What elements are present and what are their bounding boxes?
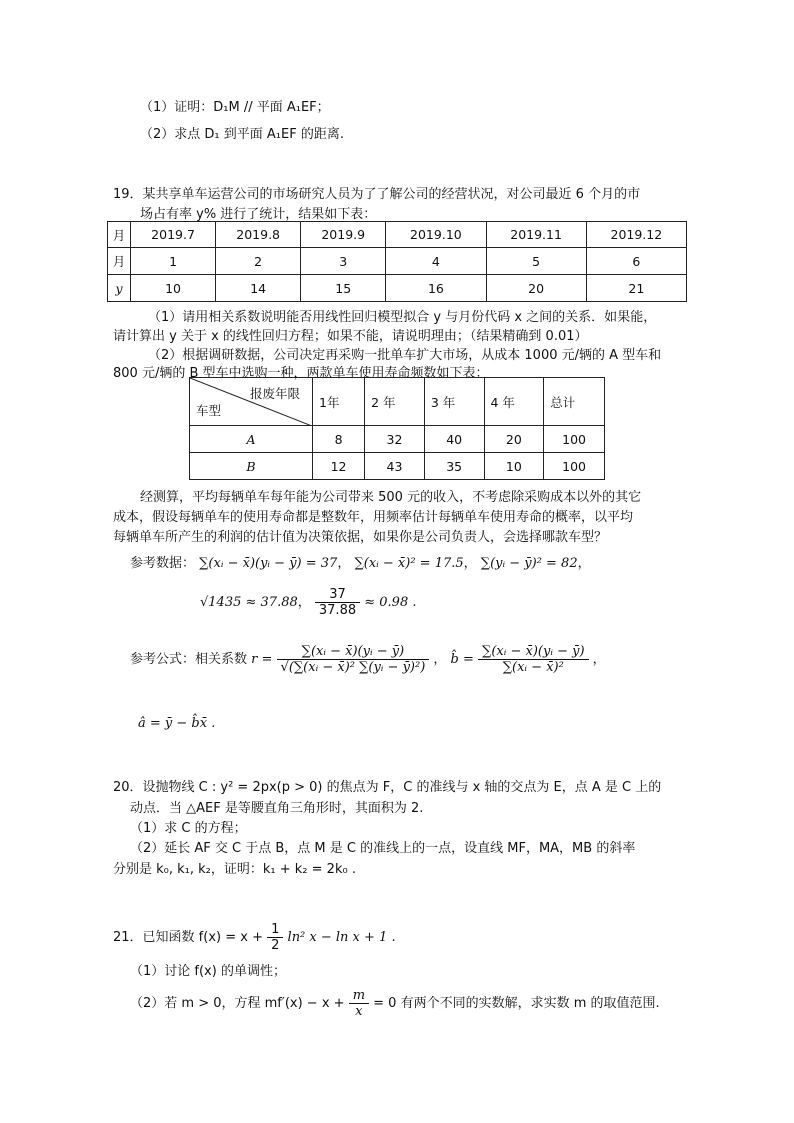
ref-formula-row: 参考公式：相关系数 r = $\frac{\text{∑(xᵢ − x̄)(yᵢ − ȳ)}}{\text{√(∑(xᵢ − x̄)² ∑(yᵢ − ȳ)²)}}$ ， b̂ = $\frac{\text{∑(xᵢ − x̄)(yᵢ − ȳ)}}{\text{∑(xᵢ − x̄)²}}$ ， [130, 644, 606, 675]
q19-intro-line1: 19．某共享单车运营公司的市场研究人员为了了解公司的经营状况，对公司最近 6 个月的市 [113, 187, 641, 202]
q21-part2 [130, 988, 660, 1019]
q21-half-num: 1 [267, 922, 283, 938]
table-cell: 40 [424, 426, 484, 453]
ref-data-label: 参考数据： [130, 556, 196, 571]
corner-bottom-label: 车型 [196, 403, 222, 418]
code-cell: 2 [216, 248, 301, 275]
q19-intro-line2: 场占有率 y% 进行了统计，结果如下表： [140, 207, 377, 222]
header-year-4: 4 年 [484, 378, 544, 426]
corner-top-label: 报废年限 [249, 386, 300, 401]
row-label-share: y [108, 275, 131, 302]
ref-b-den: ∑(xᵢ − x̄)² [502, 660, 564, 675]
ref-b-num: ∑(xᵢ − x̄)(yᵢ − ȳ) [478, 644, 588, 660]
header-total: 总计 [544, 378, 605, 426]
ref-formula-label: 参考公式：相关系数 [130, 652, 248, 667]
table-cell: 100 [544, 453, 605, 480]
q21-half-den: 2 [271, 938, 280, 953]
row-label-month: 月 [108, 222, 131, 248]
q20-line2: 动点．当 △AEF 是等腰直角三角形时，其面积为 2. [130, 801, 424, 816]
q18-part2: （2）求点 D₁ 到平面 A₁EF 的距离. [140, 127, 344, 142]
month-cell: 2019.8 [216, 222, 301, 248]
ref-sum-yy: ∑(yᵢ − ȳ)² = 82 [480, 556, 578, 571]
q20-part2: （2）延长 AF 交 C 于点 B，点 M 是 C 的准线上的一点，设直线 MF，MA，MB 的斜率 [130, 841, 636, 856]
share-cell: 10 [131, 275, 216, 302]
code-cell: 5 [486, 248, 586, 275]
q21-x-den: x [355, 1004, 363, 1019]
share-cell: 15 [301, 275, 386, 302]
ref-sqrt: √1435 ≈ 37.88 [200, 595, 298, 610]
month-cell: 2019.10 [386, 222, 486, 248]
q19-part1-line1: （1）请用相关系数说明能否用线性回归模型拟合 y 与月份代码 x 之间的关系．如果能， [148, 310, 657, 325]
ref-fraction [315, 587, 360, 618]
q21-half-fraction [267, 922, 283, 953]
ref-r-num: ∑(xᵢ − x̄)(yᵢ − ȳ) [277, 644, 430, 660]
share-cell: 20 [486, 275, 586, 302]
ref-sum-xy: ∑(xᵢ − x̄)(yᵢ − ȳ) = 37 [199, 556, 338, 571]
ref-sum-xx: ∑(xᵢ − x̄)² = 17.5 [354, 556, 464, 571]
q20-line1: 20．设抛物线 C : y² = 2px(p > 0) 的焦点为 F，C 的准线与 x 轴的交点为 E，点 A 是 C 上的 [113, 780, 662, 795]
month-cell: 2019.11 [486, 222, 586, 248]
header-year-3: 3 年 [424, 378, 484, 426]
q19-part3-line2: 成本，假设每辆单车的使用寿命都是整数年，用频率估计每辆单车使用寿命的概率，以平均 [113, 510, 634, 525]
table-cell: 35 [424, 453, 484, 480]
ref-r-den: √(∑(xᵢ − x̄)² ∑(yᵢ − ȳ)²) [280, 660, 426, 675]
q19-part3-line3: 每辆单车所产生的利润的估计值为决策依据，如果你是公司负责人，会选择哪款车型？ [113, 530, 608, 545]
code-cell: 3 [301, 248, 386, 275]
q21-part1: （1）讨论 f(x) 的单调性； [130, 964, 286, 979]
month-cell: 2019.7 [131, 222, 216, 248]
q19-part2-line2: 800 元/辆的 B 型车中选购一种，两款单车使用寿命频数如下表： [113, 366, 489, 381]
table-cell: 43 [365, 453, 425, 480]
row-label-a: A [190, 426, 313, 453]
month-cell: 2019.12 [586, 222, 686, 248]
table-cell: 20 [484, 426, 544, 453]
ref-fraction-den: 37.88 [318, 603, 357, 618]
ref-data-row2: √1435 ≈ 37.88， $\frac{37}{37.88}$ ≈ 0.98 . [200, 587, 417, 618]
share-cell: 21 [586, 275, 686, 302]
q21-part2-post: = 0 有两个不同的实数解，求实数 m 的取值范围. [373, 996, 660, 1011]
share-cell: 16 [386, 275, 486, 302]
q21-m-over-x [349, 988, 369, 1019]
ref-r-fraction [277, 644, 430, 675]
header-year-1: 1年 [313, 378, 365, 426]
q19-part2-line1: （2）根据调研数据，公司决定再采购一批单车扩大市场，从成本 1000 元/辆的 A 型车和 [148, 348, 662, 363]
table-cell: 8 [313, 426, 365, 453]
code-cell: 4 [386, 248, 486, 275]
q21-line1 [113, 922, 396, 953]
ref-b-fraction [478, 644, 588, 675]
ref-a-formula: â = ȳ − b̂x̄ . [138, 716, 216, 731]
q19-part1-line2: 请计算出 y 关于 x 的线性回归方程；如果不能，请说明理由；（结果精确到 0.01） [113, 329, 588, 344]
header-year-2: 2 年 [365, 378, 425, 426]
row-label-code: 月 [108, 248, 131, 275]
q19-part3-line1: 经测算，平均每辆单车每年能为公司带来 500 元的收入，不考虑除采购成本以外的其它 [140, 490, 642, 505]
table-cell: 12 [313, 453, 365, 480]
ref-fraction-tail: ≈ 0.98 . [364, 595, 417, 610]
ref-b-symbol: b̂ = [450, 652, 474, 667]
row-label-b: B [190, 453, 313, 480]
q20-part2b: 分别是 k₀, k₁, k₂，证明：k₁ + k₂ = 2k₀ . [113, 862, 356, 877]
table-cell: 100 [544, 426, 605, 453]
table-cell: 32 [365, 426, 425, 453]
share-cell: 14 [216, 275, 301, 302]
code-cell: 6 [586, 248, 686, 275]
q19-lifespan-table [189, 377, 605, 480]
q21-line1-post: ln² x − ln x + 1 . [287, 930, 396, 945]
month-cell: 2019.9 [301, 222, 386, 248]
q21-line1-pre: 21．已知函数 f(x) = x + [113, 930, 263, 945]
ref-r-symbol: r = [251, 652, 273, 667]
q21-part2-pre: （2）若 m > 0，方程 mf′(x) − x + [130, 996, 345, 1011]
q18-part1: （1）证明：D₁M // 平面 A₁EF； [140, 100, 330, 115]
ref-fraction-num: 37 [315, 587, 360, 603]
q20-part1: （1）求 C 的方程； [130, 821, 247, 836]
table-cell: 10 [484, 453, 544, 480]
q21-m-num: m [349, 988, 369, 1004]
q19-market-share-table [107, 221, 687, 302]
ref-data-row1: 参考数据： ∑(xᵢ − x̄)(yᵢ − ȳ) = 37， ∑(xᵢ − x̄)² = 17.5， ∑(yᵢ − ȳ)² = 82， [130, 556, 591, 571]
table-corner-cell [190, 378, 313, 426]
code-cell: 1 [131, 248, 216, 275]
